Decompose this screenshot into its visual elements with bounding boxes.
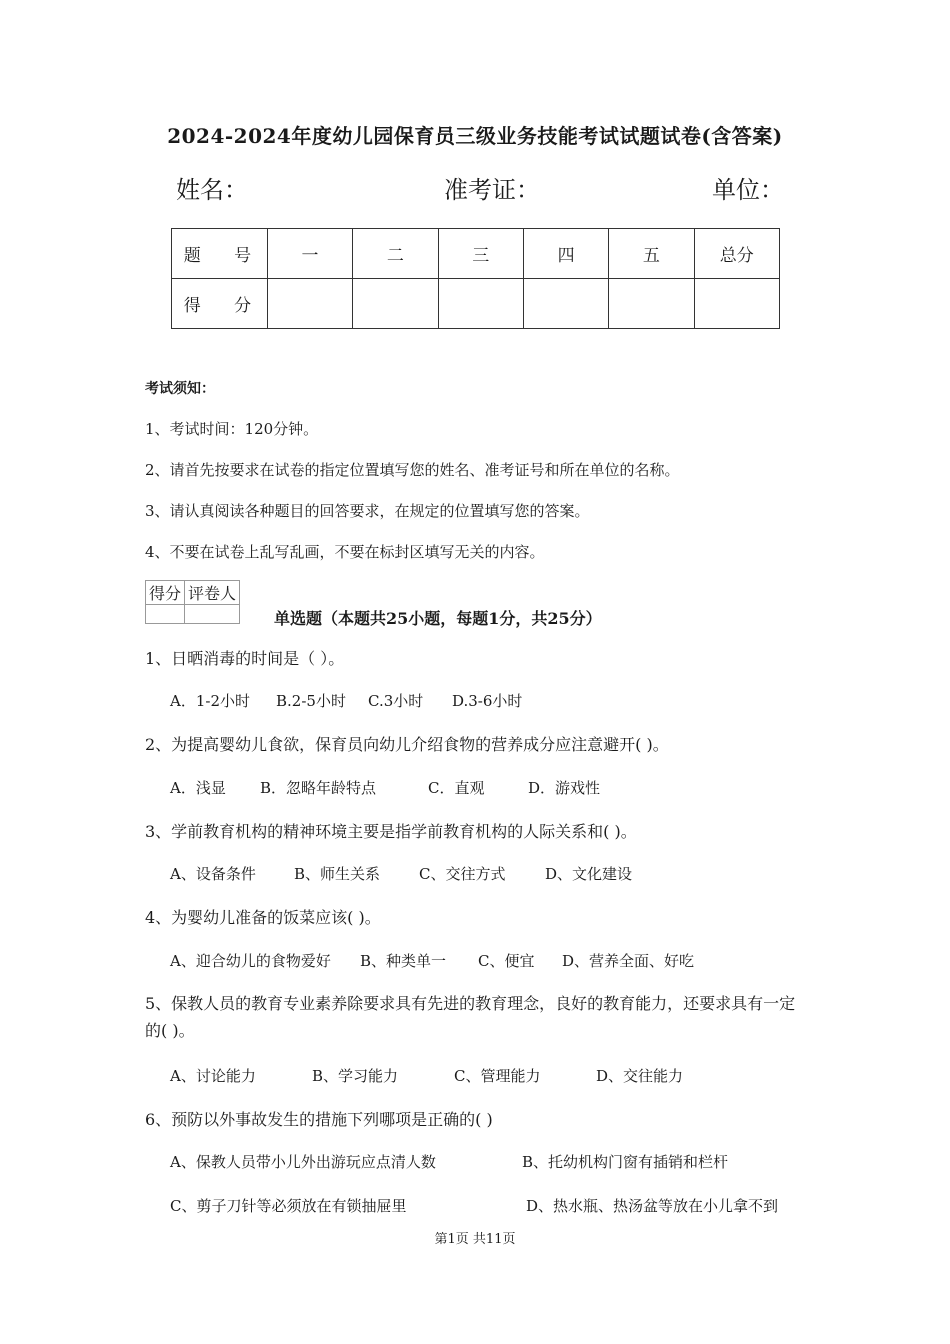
option: D、营养全面、好吃	[562, 952, 695, 970]
option-row	[170, 950, 694, 971]
notice-item: 2、请首先按要求在试卷的指定位置填写您的姓名、准考证号和所在单位的名称。	[145, 461, 680, 479]
score-table	[171, 228, 780, 329]
option: C、便宜	[478, 952, 535, 970]
grader-box	[145, 580, 240, 624]
option: A．浅显	[170, 779, 226, 797]
score-cell	[267, 279, 352, 329]
grader-score-label: 得分	[146, 581, 185, 605]
option: A、迎合幼儿的食物爱好	[170, 952, 331, 970]
section-title: 单选题（本题共25小题，每题1分，共25分）	[274, 609, 602, 628]
option-row	[170, 863, 632, 884]
notice-heading: 考试须知：	[145, 381, 215, 397]
score-table-col-2: 二	[353, 229, 438, 279]
option: D.3-6小时	[452, 692, 523, 710]
option: D、文化建设	[545, 865, 633, 883]
question-text: 5、保教人员的教育专业素养除要求具有先进的教育理念，良好的教育能力，还要求具有一定的( )。	[145, 994, 796, 1040]
question-text: 2、为提高婴幼儿食欲，保育员向幼儿介绍食物的营养成分应注意避开( )。	[145, 735, 669, 754]
score-table-col-total: 总分	[694, 229, 779, 279]
option: D、热水瓶、热汤盆等放在小儿拿不到	[526, 1197, 779, 1215]
score-table-col-1: 一	[267, 229, 352, 279]
notice-item: 3、请认真阅读各种题目的回答要求，在规定的位置填写您的答案。	[145, 502, 590, 520]
page-title: 2024-2024年度幼儿园保育员三级业务技能考试试题试卷(含答案)	[167, 124, 783, 148]
score-table-col-5: 五	[609, 229, 694, 279]
score-cell	[694, 279, 779, 329]
option: A、保教人员带小儿外出游玩应点清人数	[170, 1153, 436, 1171]
question-text: 3、学前教育机构的精神环境主要是指学前教育机构的人际关系和( )。	[145, 822, 637, 841]
option: B、师生关系	[294, 865, 381, 883]
score-table-score-row	[172, 279, 780, 329]
option: C、剪子刀针等必须放在有锁抽屉里	[170, 1197, 407, 1215]
question-text: 4、为婴幼儿准备的饭菜应该( )。	[145, 908, 381, 927]
name-label: 姓名：	[176, 176, 248, 204]
option: C.3小时	[368, 692, 424, 710]
grader-name-label: 评卷人	[185, 581, 240, 605]
score-cell	[353, 279, 438, 329]
grader-name-cell	[185, 605, 240, 624]
option: C、管理能力	[454, 1067, 541, 1085]
page-footer: 第1页 共11页	[434, 1232, 516, 1247]
notice-item: 1、考试时间：120分钟。	[145, 420, 319, 438]
score-cell	[523, 279, 608, 329]
score-table-col-4: 四	[523, 229, 608, 279]
option: C、交往方式	[419, 865, 506, 883]
option: A．1-2小时	[170, 692, 250, 710]
ticket-label: 准考证：	[444, 176, 540, 204]
score-table-score-label: 得 分	[172, 279, 268, 329]
option-row	[170, 1151, 728, 1172]
option: D、交往能力	[596, 1067, 684, 1085]
option: B．忽略年龄特点	[260, 779, 377, 797]
option: B.2-5小时	[276, 692, 346, 710]
option: B、种类单一	[360, 952, 447, 970]
option: A、讨论能力	[170, 1067, 256, 1085]
option: C．直观	[428, 779, 485, 797]
option: B、学习能力	[312, 1067, 399, 1085]
score-table-col-3: 三	[438, 229, 523, 279]
option-row	[170, 690, 522, 711]
option: B、托幼机构门窗有插销和栏杆	[522, 1153, 729, 1171]
option-row	[170, 777, 600, 798]
notice-item: 4、不要在试卷上乱写乱画，不要在标封区填写无关的内容。	[145, 543, 545, 561]
grader-score-cell	[146, 605, 185, 624]
score-table-row-label: 题 号	[172, 229, 268, 279]
score-cell	[438, 279, 523, 329]
option: D．游戏性	[528, 779, 601, 797]
score-cell	[609, 279, 694, 329]
option: A、设备条件	[170, 865, 256, 883]
question-text: 6、预防以外事故发生的措施下列哪项是正确的( )	[145, 1110, 493, 1129]
score-table-header-row	[172, 229, 780, 279]
option-row	[170, 1065, 683, 1086]
option-row	[170, 1195, 778, 1216]
question-text: 1、日晒消毒的时间是（ ）。	[145, 649, 345, 668]
unit-label: 单位：	[712, 176, 784, 204]
